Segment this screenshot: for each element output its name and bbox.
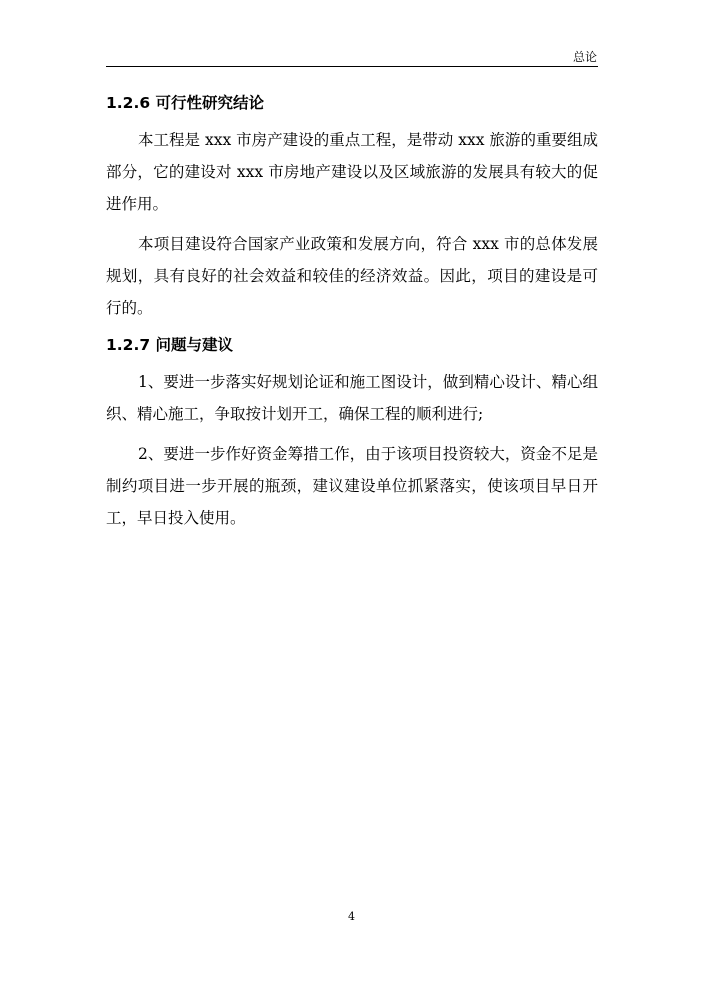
paragraph: 本项目建设符合国家产业政策和发展方向，符合 xxx 市的总体发展规划，具有良好的社会效益和较佳的经济效益。因此，项目的建设是可行的。 <box>106 235 598 317</box>
document-body <box>106 88 598 542</box>
page-number: 4 <box>348 910 355 923</box>
running-header-title: 总论 <box>572 50 597 64</box>
section-heading-issues-and-suggestions: 1.2.7 问题与建议 <box>106 336 234 354</box>
paragraph: 本工程是 xxx 市房产建设的重点工程，是带动 xxx 旅游的重要组成部分，它的建设对 xxx 市房地产建设以及区域旅游的发展具有较大的促进作用。 <box>106 131 598 213</box>
paragraph: 2、要进一步作好资金筹措工作，由于该项目投资较大，资金不足是制约项目进一步开展的瓶颈，建议建设单位抓紧落实，使该项目早日开工，早日投入使用。 <box>106 445 598 527</box>
paragraph: 1、要进一步落实好规划论证和施工图设计，做到精心设计、精心组织、精心施工，争取按计划开工，确保工程的顺利进行; <box>106 373 598 423</box>
section-heading-feasibility-conclusion: 1.2.6 可行性研究结论 <box>106 94 265 112</box>
header-divider <box>106 66 598 67</box>
